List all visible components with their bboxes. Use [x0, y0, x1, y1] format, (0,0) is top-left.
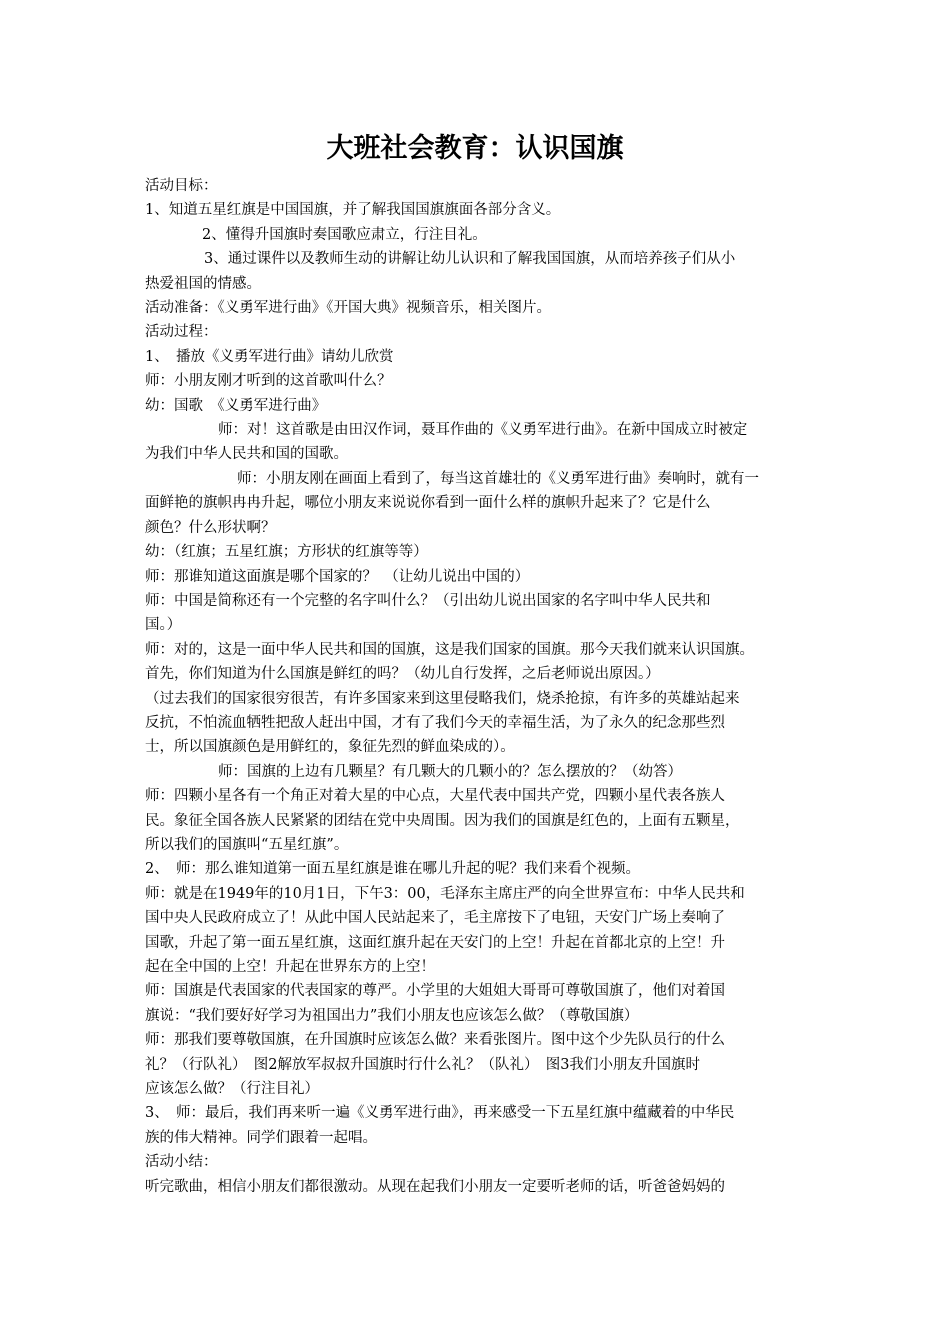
text-line: 师：对的，这是一面中华人民共和国的国旗，这是我们国家的国旗。那今天我们就来认识国旗。	[145, 641, 754, 658]
text-line: 3、通过课件以及教师生动的讲解让幼儿认识和了解我国国旗，从而培养孩子们从小	[204, 251, 736, 268]
section-heading: 活动准备：《义勇军进行曲》《开国大典》视频音乐，相关图片。	[145, 300, 551, 317]
text-line: 师：对！这首歌是由田汉作词，聂耳作曲的《义勇军进行曲》。在新中国成立时被定	[218, 422, 748, 439]
text-line: 幼：（红旗；五星红旗；方形状的红旗等等）	[145, 544, 428, 561]
text-line: 国歌，升起了第一面五星红旗，这面红旗升起在天安门的上空！升起在首都北京的上空！升	[145, 934, 725, 951]
section-heading: 活动小结：	[145, 1154, 218, 1171]
text-line: 2、 师：那么谁知道第一面五星红旗是谁在哪儿升起的呢？我们来看个视频。	[145, 861, 640, 878]
text-line: 3、 师：最后，我们再来听一遍《义勇军进行曲》，再来感受一下五星红旗中蕴藏着的中华民	[145, 1105, 735, 1122]
text-line: 族的伟大精神。同学们跟着一起唱。	[145, 1129, 377, 1146]
text-line: 应该怎么做？（行注目礼）	[145, 1081, 319, 1098]
text-line: 为我们中华人民共和国的国歌。	[145, 446, 348, 463]
text-line: 颜色？什么形状啊？	[145, 519, 276, 536]
text-line: 礼？（行队礼） 图2解放军叔叔升国旗时行什么礼？（队礼） 图3我们小朋友升国旗时	[145, 1056, 700, 1073]
text-line: 师：小朋友刚在画面上看到了，每当这首雄壮的《义勇军进行曲》奏响时，就有一	[237, 470, 759, 487]
text-line: 师：那我们要尊敬国旗，在升国旗时应该怎么做？来看张图片。图中这个少先队员行的什么	[145, 1032, 725, 1049]
text-line: 师：四颗小星各有一个角正对着大星的中心点，大星代表中国共产党，四颗小星代表各族人	[145, 788, 725, 805]
text-line: 2、懂得升国旗时奏国歌应肃立，行注目礼。	[202, 226, 487, 243]
text-line: 师：国旗的上边有几颗星？有几颗大的几颗小的？怎么摆放的？（幼答）	[218, 763, 682, 780]
text-line: 面鲜艳的旗帜冉冉升起，哪位小朋友来说说你看到一面什么样的旗帜升起来了？它是什么	[145, 495, 711, 512]
text-line: （过去我们的国家很穷很苦，有许多国家来到这里侵略我们，烧杀抢掠，有许多的英雄站起来	[145, 690, 740, 707]
text-line: 士，所以国旗颜色是用鲜红的，象征先烈的鲜血染成的）。	[145, 739, 515, 756]
document-body	[145, 174, 815, 1199]
text-line: 幼：国歌 《义勇军进行曲》	[145, 397, 327, 414]
text-line: 师：小朋友刚才听到的这首歌叫什么？	[145, 373, 392, 390]
text-line: 国。）	[145, 617, 182, 634]
text-line: 师：中国是简称还有一个完整的名字叫什么？（引出幼儿说出国家的名字叫中华人民共和	[145, 592, 711, 609]
text-line: 师：国旗是代表国家的代表国家的尊严。小学里的大姐姐大哥哥可尊敬国旗了，他们对着国	[145, 983, 725, 1000]
text-line: 热爱祖国的情感。	[145, 275, 261, 292]
text-line: 听完歌曲，相信小朋友们都很激动。从现在起我们小朋友一定要听老师的话，听爸爸妈妈的	[145, 1178, 725, 1195]
text-line: 师：那谁知道这面旗是哪个国家的？ （让幼儿说出中国的）	[145, 568, 530, 585]
page-title: 大班社会教育：认识国旗	[326, 133, 624, 164]
text-line: 师：就是在1949年的10月1日，下午3：00，毛泽东主席庄严的向全世界宣布：中华人民共和	[145, 885, 745, 902]
section-heading: 活动过程：	[145, 324, 218, 341]
text-line: 首先，你们知道为什么国旗是鲜红的吗？（幼儿自行发挥，之后老师说出原因。）	[145, 666, 660, 683]
text-line: 起在全中国的上空！升起在世界东方的上空！	[145, 959, 435, 975]
text-line: 1、知道五星红旗是中国国旗，并了解我国国旗旗面各部分含义。	[145, 202, 561, 219]
text-line: 旗说：“我们要好好学习为祖国出力”我们小朋友也应该怎么做？（尊敬国旗）	[145, 1007, 639, 1024]
text-line: 民。象征全国各族人民紧紧的团结在党中央周围。因为我们的国旗是红色的，上面有五颗星，	[145, 812, 740, 829]
text-line: 1、 播放《义勇军进行曲》请幼儿欣赏	[145, 348, 394, 365]
text-line: 所以我们的国旗叫“五星红旗”。	[145, 836, 349, 853]
text-line: 反抗，不怕流血牺牲把敌人赶出中国，才有了我们今天的幸福生活，为了永久的纪念那些烈	[145, 714, 725, 731]
section-heading: 活动目标：	[145, 178, 218, 194]
text-line: 国中央人民政府成立了！从此中国人民站起来了，毛主席按下了电钮，天安门广场上奏响了	[145, 910, 725, 927]
